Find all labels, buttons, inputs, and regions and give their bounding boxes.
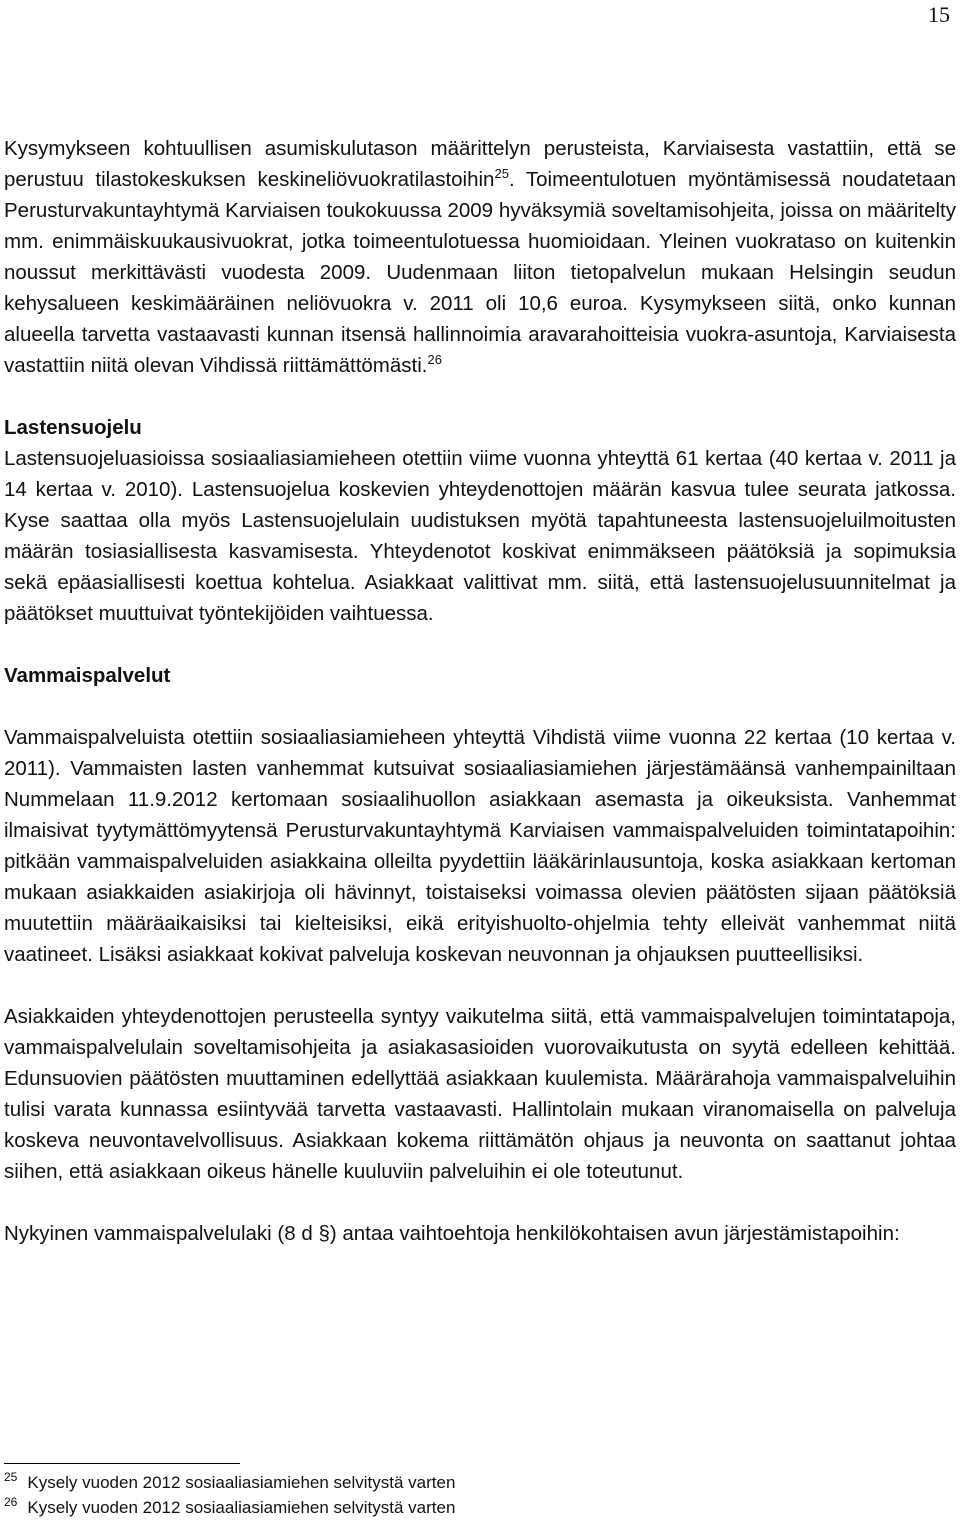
paragraph-text: Kysymykseen kohtuullisen asumiskulutason määrittelyn perusteista, Karviaisesta vastattiin, että se perustuu tilastokeskuksen keskineliövuokratilastoihin: [4, 137, 956, 191]
heading-lastensuojelu: Lastensuojelu: [4, 416, 142, 439]
footnote-number: 25: [4, 1470, 18, 1485]
footnote-26: [4, 1495, 904, 1520]
footnote-divider: [4, 1463, 240, 1464]
paragraph-text: . Toimeentulotuen myöntämisessä noudatetaan Perusturvakuntayhtymä Karviaisen toukokuussa 2009 hyväksymiä soveltamisohjeita, joissa on määritelty mm. enimmäiskuukausivuokrat, jotka toimeentulotuessa huomioidaan. Yleinen vuokrataso on kuitenkin noussut merkittävästi vuodesta 2009. Uudenmaan liiton tietopalvelun mukaan Helsingin seudun kehysalueen keskimääräinen neliövuokra v. 2011 oli 10,6 euroa. Kysymykseen siitä, onko kunnan alueella tarvetta vastaavasti kunnan itsensä hallinnoimia aravarahoitteisia vuokra-asuntoja, Karviaisesta vastattiin niitä olevan Vihdissä riittämättömästi.: [4, 168, 956, 377]
footnote-ref-25[interactable]: 25: [494, 166, 509, 182]
footnote-25: [4, 1470, 904, 1495]
paragraph-disability-law: Nykyinen vammaispalvelulaki (8 d §) antaa vaihtoehtoja henkilökohtaisen avun järjestämistapoihin:: [4, 1222, 900, 1245]
footnote-number: 26: [4, 1495, 18, 1510]
paragraph-disability-services: Vammaispalveluista otettiin sosiaaliasiamieheen yhteyttä Vihdistä viime vuonna 22 kertaa (10 kertaa v. 2011). Vammaisten lasten vanhemmat kutsuivat sosiaaliasiamiehen järjestämäänsä vanhempainiltaan Nummelaan 11.9.2012 kertomaan sosiaalihuollon asiakkaan asemasta ja oikeuksista. Vanhemmat ilmaisivat tyytymättömyytensä Perusturvakuntayhtymä Karviaisen vammaispalveluiden toimintatapoihin: pitkään vammaispalveluiden asiakkaina olleilta pyydettiin lääkärinlausuntoja, koska asiakkaan kertoman mukaan asiakkaiden asiakirjoja oli hävinnyt, toistaiseksi voimassa olevien päätösten sijaan päätöksiä muutettiin määräaikaisiksi tai kielteisiksi, eikä erityishuolto-ohjelmia tehty elleivät vanhemmat niitä vaatineet. Lisäksi asiakkaat kokivat palveluja koskevan neuvonnan ja ohjauksen puutteellisiksi.: [4, 726, 956, 966]
footnote-ref-26[interactable]: 26: [427, 352, 442, 368]
footnote-text: Kysely vuoden 2012 sosiaaliasiamiehen selvitystä varten: [27, 1473, 456, 1492]
document-body: [4, 133, 956, 1249]
paragraph-housing-costs: [4, 133, 956, 381]
paragraph-child-welfare: Lastensuojeluasioissa sosiaaliasiamieheen otettiin viime vuonna yhteyttä 61 kertaa (40 kertaa v. 2011 ja 14 kertaa v. 2010). Lastensuojelua koskevien yhteydenottojen määrän kasvua tulee seurata jatkossa. Kyse saattaa olla myös Lastensuojelulain uudistuksen myötä tapahtuneesta lastensuojeluilmoitusten määrän tosiasiallisesta kasvamisesta. Yhteydenotot koskivat enimmäkseen päätöksiä ja sopimuksia sekä epäasiallisesti koettua kohtelua. Asiakkaat valittivat mm. siitä, että lastensuojelusuunnitelmat ja päätökset muuttuivat työntekijöiden vaihtuessa.: [4, 447, 956, 625]
footnotes: [4, 1470, 904, 1520]
footnote-text: Kysely vuoden 2012 sosiaaliasiamiehen selvitystä varten: [27, 1498, 456, 1517]
heading-vammaispalvelut: Vammaispalvelut: [4, 664, 171, 687]
page-number: 15: [928, 2, 950, 27]
paragraph-client-contacts: Asiakkaiden yhteydenottojen perusteella syntyy vaikutelma siitä, että vammaispalvelujen toimintatapoja, vammaispalvelulain soveltamisohjeita ja asiakasasioiden vuorovaikutusta on syytä edelleen kehittää. Edunsuovien päätösten muuttaminen edellyttää asiakkaan kuulemista. Määrärahoja vammaispalveluihin tulisi varata kunnassa esiintyvää tarvetta vastaavasti. Hallintolain mukaan viranomaisella on palveluja koskeva neuvontavelvollisuus. Asiakkaan kokema riittämätön ohjaus ja neuvonta on saattanut johtaa siihen, että asiakkaan oikeus hänelle kuuluviin palveluihin ei ole toteutunut.: [4, 1005, 956, 1183]
